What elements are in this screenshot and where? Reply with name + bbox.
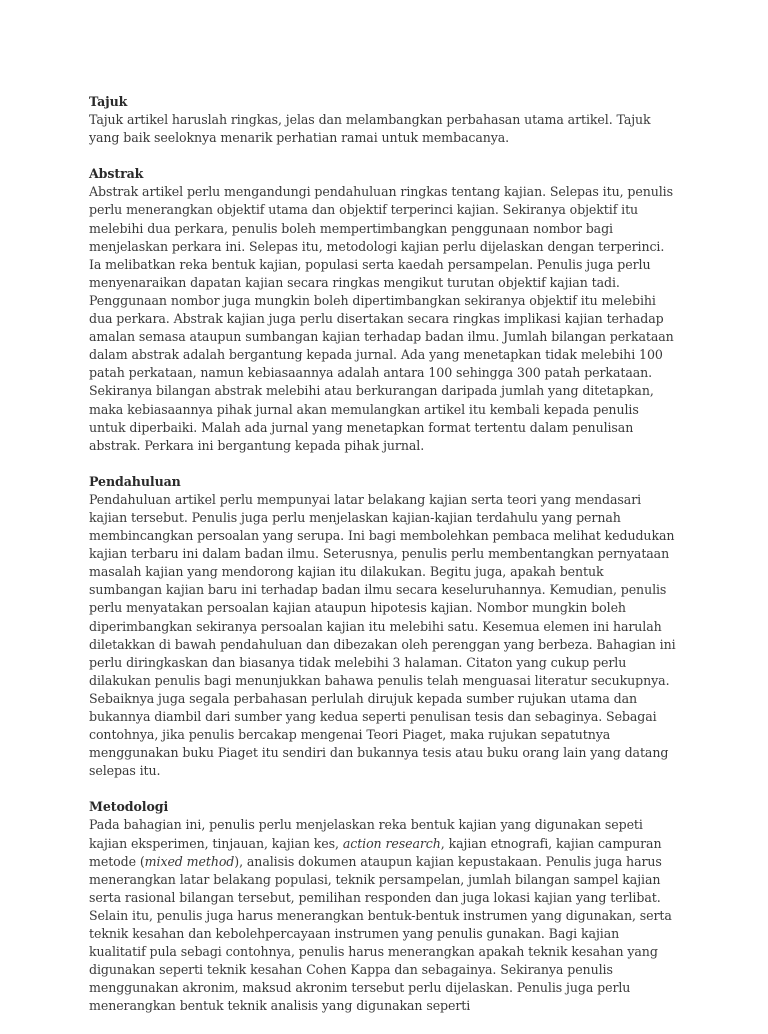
document-page [89,93,679,1034]
section-body-tajuk: Tajuk artikel haruslah ringkas, jelas dan melambangkan perbahasan utama artikel. Tajuk yang baik seeloknya menarik perhatian ramai untuk membacanya. [89,112,651,146]
metodologi-italic-mixed-method: mixed method [144,853,235,869]
section-body-pendahuluan: Pendahuluan artikel perlu mempunyai latar belakang kajian serta teori yang mendasari kajian tersebut. Penulis juga perlu menjelaskan kajian-kajian terdahulu yang pernah membincangkan persoalan yang serupa. Ini bagi membolehkan pembaca melihat kedudukan kajian terbaru ini dalam badan ilmu. Seterusnya, penulis perlu membentangkan pernyataan masalah kajian yang mendorong kajian itu dilakukan. Begitu juga, apakah bentuk sumbangan kajian baru ini terhadap badan ilmu secara keseluruhannya. Kemudian, penulis perlu menyatakan persoalan kajian ataupun hipotesis kajian. Nombor mungkin boleh diperimbangkan sekiranya persoalan kajian itu melebihi satu. Kesemua elemen ini harulah diletakkan di bawah pendahuluan dan dibezakan oleh perenggan yang berbeza. Bahagian ini perlu diringkaskan dan biasanya tidak melebihi 3 halaman. Citaton yang cukup perlu dilakukan penulis bagi menunjukkan bahawa penulis telah menguasai literatur secukupnya. Sebaiknya juga segala perbahasan perlulah dirujuk kepada sumber rujukan utama dan bukannya diambil dari sumber yang kedua seperti penulisan tesis dan sebaginya. Sebagai contohnya, jika penulis bercakap mengenai Teori Piaget, maka rujukan sepatutnya menggunakan buku Piaget itu sendiri dan bukannya tesis atau buku orang lain yang datang selepas itu. [89,491,676,779]
section-tajuk [89,93,679,147]
section-heading-pendahuluan: Pendahuluan [89,473,181,489]
section-abstrak [89,165,679,455]
section-heading-metodologi: Metodologi [89,799,169,815]
metodologi-text-1: Pada bahagian ini, penulis perlu menjelaskan reka bentuk kajian yang digunakan sepeti kajian eksperimen, tinjauan, kajian kes, [89,817,643,851]
section-heading-abstrak: Abstrak [89,166,144,182]
section-body-abstrak: Abstrak artikel perlu mengandungi pendahuluan ringkas tentang kajian. Selepas itu, penulis perlu menerangkan objektif utama dan objektif terperinci kajian. Sekiranya objektif itu melebihi dua perkara, penulis boleh mempertimbangkan penggunaan nombor bagi menjelaskan perkara ini. Selepas itu, metodologi kajian perlu dijelaskan dengan terperinci. Ia melibatkan reka bentuk kajian, populasi serta kaedah persampelan. Penulis juga perlu menyenaraikan dapatan kajian secara ringkas mengikut turutan objektif kajian tadi. Penggunaan nombor juga mungkin boleh dipertimbangkan sekiranya objektif itu melebihi dua perkara. Abstrak kajian juga perlu disertakan secara ringkas implikasi kajian terhadap amalan semasa ataupun sumbangan kajian terhadap badan ilmu. Jumlah bilangan perkataan dalam abstrak adalah bergantung kepada jurnal. Ada yang menetapkan tidak melebihi 100 patah perkataan, namun kebiasaannya adalah antara 100 sehingga 300 patah perkataan. Sekiranya bilangan abstrak melebihi atau berkurangan daripada jumlah yang ditetapkan, maka kebiasaannya pihak jurnal akan memulangkan artikel itu kembali kepada penulis untuk diperbaiki. Malah ada jurnal yang menetapkan format tertentu dalam penulisan abstrak. Perkara ini bergantung kepada pihak jurnal. [89,184,674,453]
metodologi-text-2: , kajian etnografi, kajian campuran metode ( [89,835,662,869]
section-pendahuluan [89,473,679,781]
section-heading-tajuk: Tajuk [89,94,128,109]
section-body-metodologi [89,816,679,1015]
section-metodologi [89,798,679,1015]
metodologi-italic-action-research: action research [342,835,441,851]
metodologi-text-3: ), analisis dokumen ataupun kajian kepustakaan. Penulis juga harus menerangkan latar belakang populasi, teknik persampelan, jumlah bilangan sampel kajian serta rasional bilangan tersebut, pemilihan responden dan juga lokasi kajian yang terlibat. Selain itu, penulis juga harus menerangkan bentuk-bentuk instrumen yang digunakan, serta teknik kesahan dan kebolehpercayaan instrumen yang penulis gunakan. Bagi kajian kualitatif pula sebagi contohnya, penulis harus menerangkan apakah teknik kesahan yang digunakan seperti teknik kesahan Cohen Kappa dan sebagainya. Sekiranya penulis menggunakan akronim, maksud akronim tersebut perlu dijelaskan. Penulis juga perlu menerangkan bentuk teknik analisis yang digunakan seperti [89,853,672,1014]
